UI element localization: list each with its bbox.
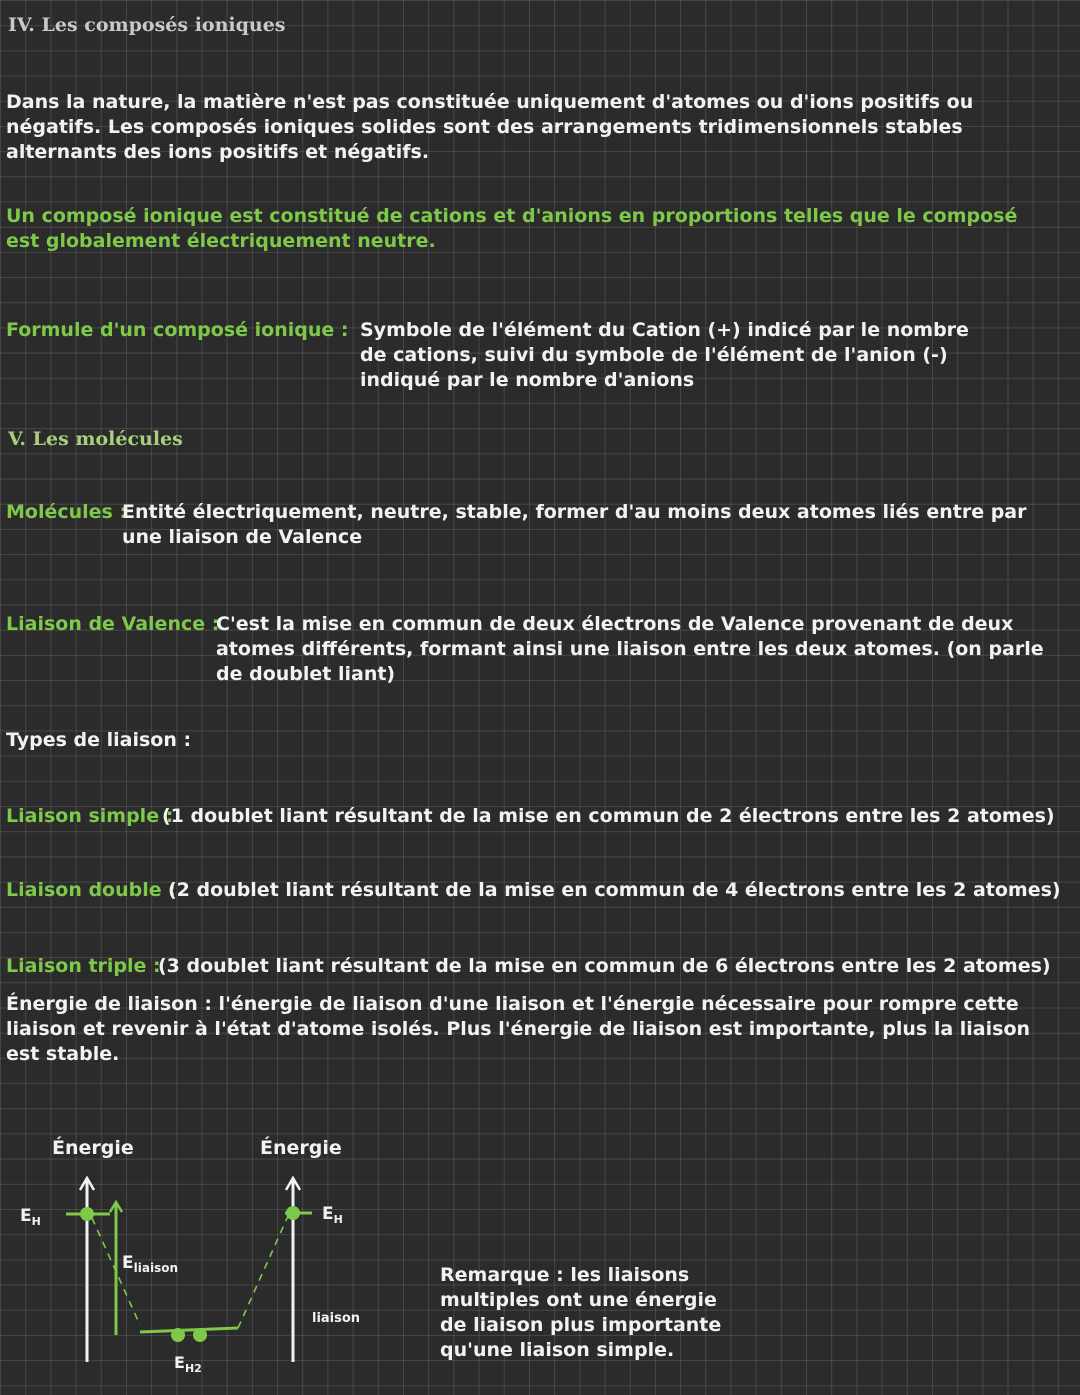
eh2-point-2 (193, 1328, 207, 1342)
ionic-compound-definition: Un composé ionique est constitué de cations et d'anions en proportions telles que le composé est globalement électriquement neutre. (6, 205, 1018, 252)
section-5-heading: V. Les molécules (8, 428, 183, 450)
types-label: Types de liaison : (6, 729, 192, 751)
eh2-level-line (140, 1328, 238, 1332)
eh-left-label: $E_H$ (20, 1206, 41, 1228)
valence-text: C'est la mise en commun de deux électrons de Valence provenant de deux atomes différents, formant ainsi une liaison entre les deux atomes. (on parle de doublet liant) (216, 613, 1044, 685)
eh2-label: $E_{H2}$ (174, 1353, 202, 1375)
right-axis-label: Énergie (260, 1137, 342, 1159)
energy-diagram (0, 1120, 460, 1390)
formula-text: Symbole de l'élément du Cation (+) indicé par le nombre de cations, suivi du symbole de l'élément de l'anion (-) indiqué par le nombre d'anions (360, 319, 969, 391)
molecules-text: Entité électriquement, neutre, stable, former d'au moins deux atomes liés entre par une liaison de Valence (122, 501, 1027, 548)
remark-text: Remarque : les liaisons multiples ont une énergie de liaison plus importante qu'une liaison simple. (440, 1264, 722, 1361)
section-4-heading: IV. Les composés ioniques (8, 14, 286, 36)
section-4-intro: Dans la nature, la matière n'est pas constituée uniquement d'atomes ou d'ions positifs ou négatifs. Les composés ioniques solides sont des arrangements tridimensionnels stables alternants des ions positifs et négatifs. (6, 91, 974, 163)
right-liaison-label: liaison (312, 1311, 361, 1326)
double-bond-text: (2 doublet liant résultant de la mise en commun de 4 électrons entre les 2 atomes) (168, 879, 1061, 901)
triple-bond-label: Liaison triple : (6, 955, 161, 977)
eh-right-label: $E_H$ (322, 1204, 343, 1226)
bond-energy-text: Énergie de liaison : l'énergie de liaison d'une liaison et l'énergie nécessaire pour rompre cette liaison et revenir à l'état d'atome isolés. Plus l'énergie de liaison est importante, plus la liaison est stable. (6, 993, 1031, 1065)
simple-bond-text: (1 doublet liant résultant de la mise en commun de 2 électrons entre les 2 atomes) (162, 805, 1055, 827)
eliaison-label: $E_{liaison}$ (122, 1253, 178, 1275)
left-axis-label: Énergie (52, 1137, 134, 1159)
formula-label: Formule d'un composé ionique : (6, 319, 349, 341)
simple-bond-label: Liaison simple : (6, 805, 174, 827)
valence-label: Liaison de Valence : (6, 613, 220, 635)
potential-curve-right-dashed (238, 1216, 288, 1328)
molecules-label: Molécules : (6, 501, 128, 523)
eh2-point-1 (171, 1328, 185, 1342)
eh-right-point (286, 1206, 300, 1220)
triple-bond-text: (3 doublet liant résultant de la mise en commun de 6 électrons entre les 2 atomes) (158, 955, 1051, 977)
double-bond-label: Liaison double : (6, 879, 176, 901)
